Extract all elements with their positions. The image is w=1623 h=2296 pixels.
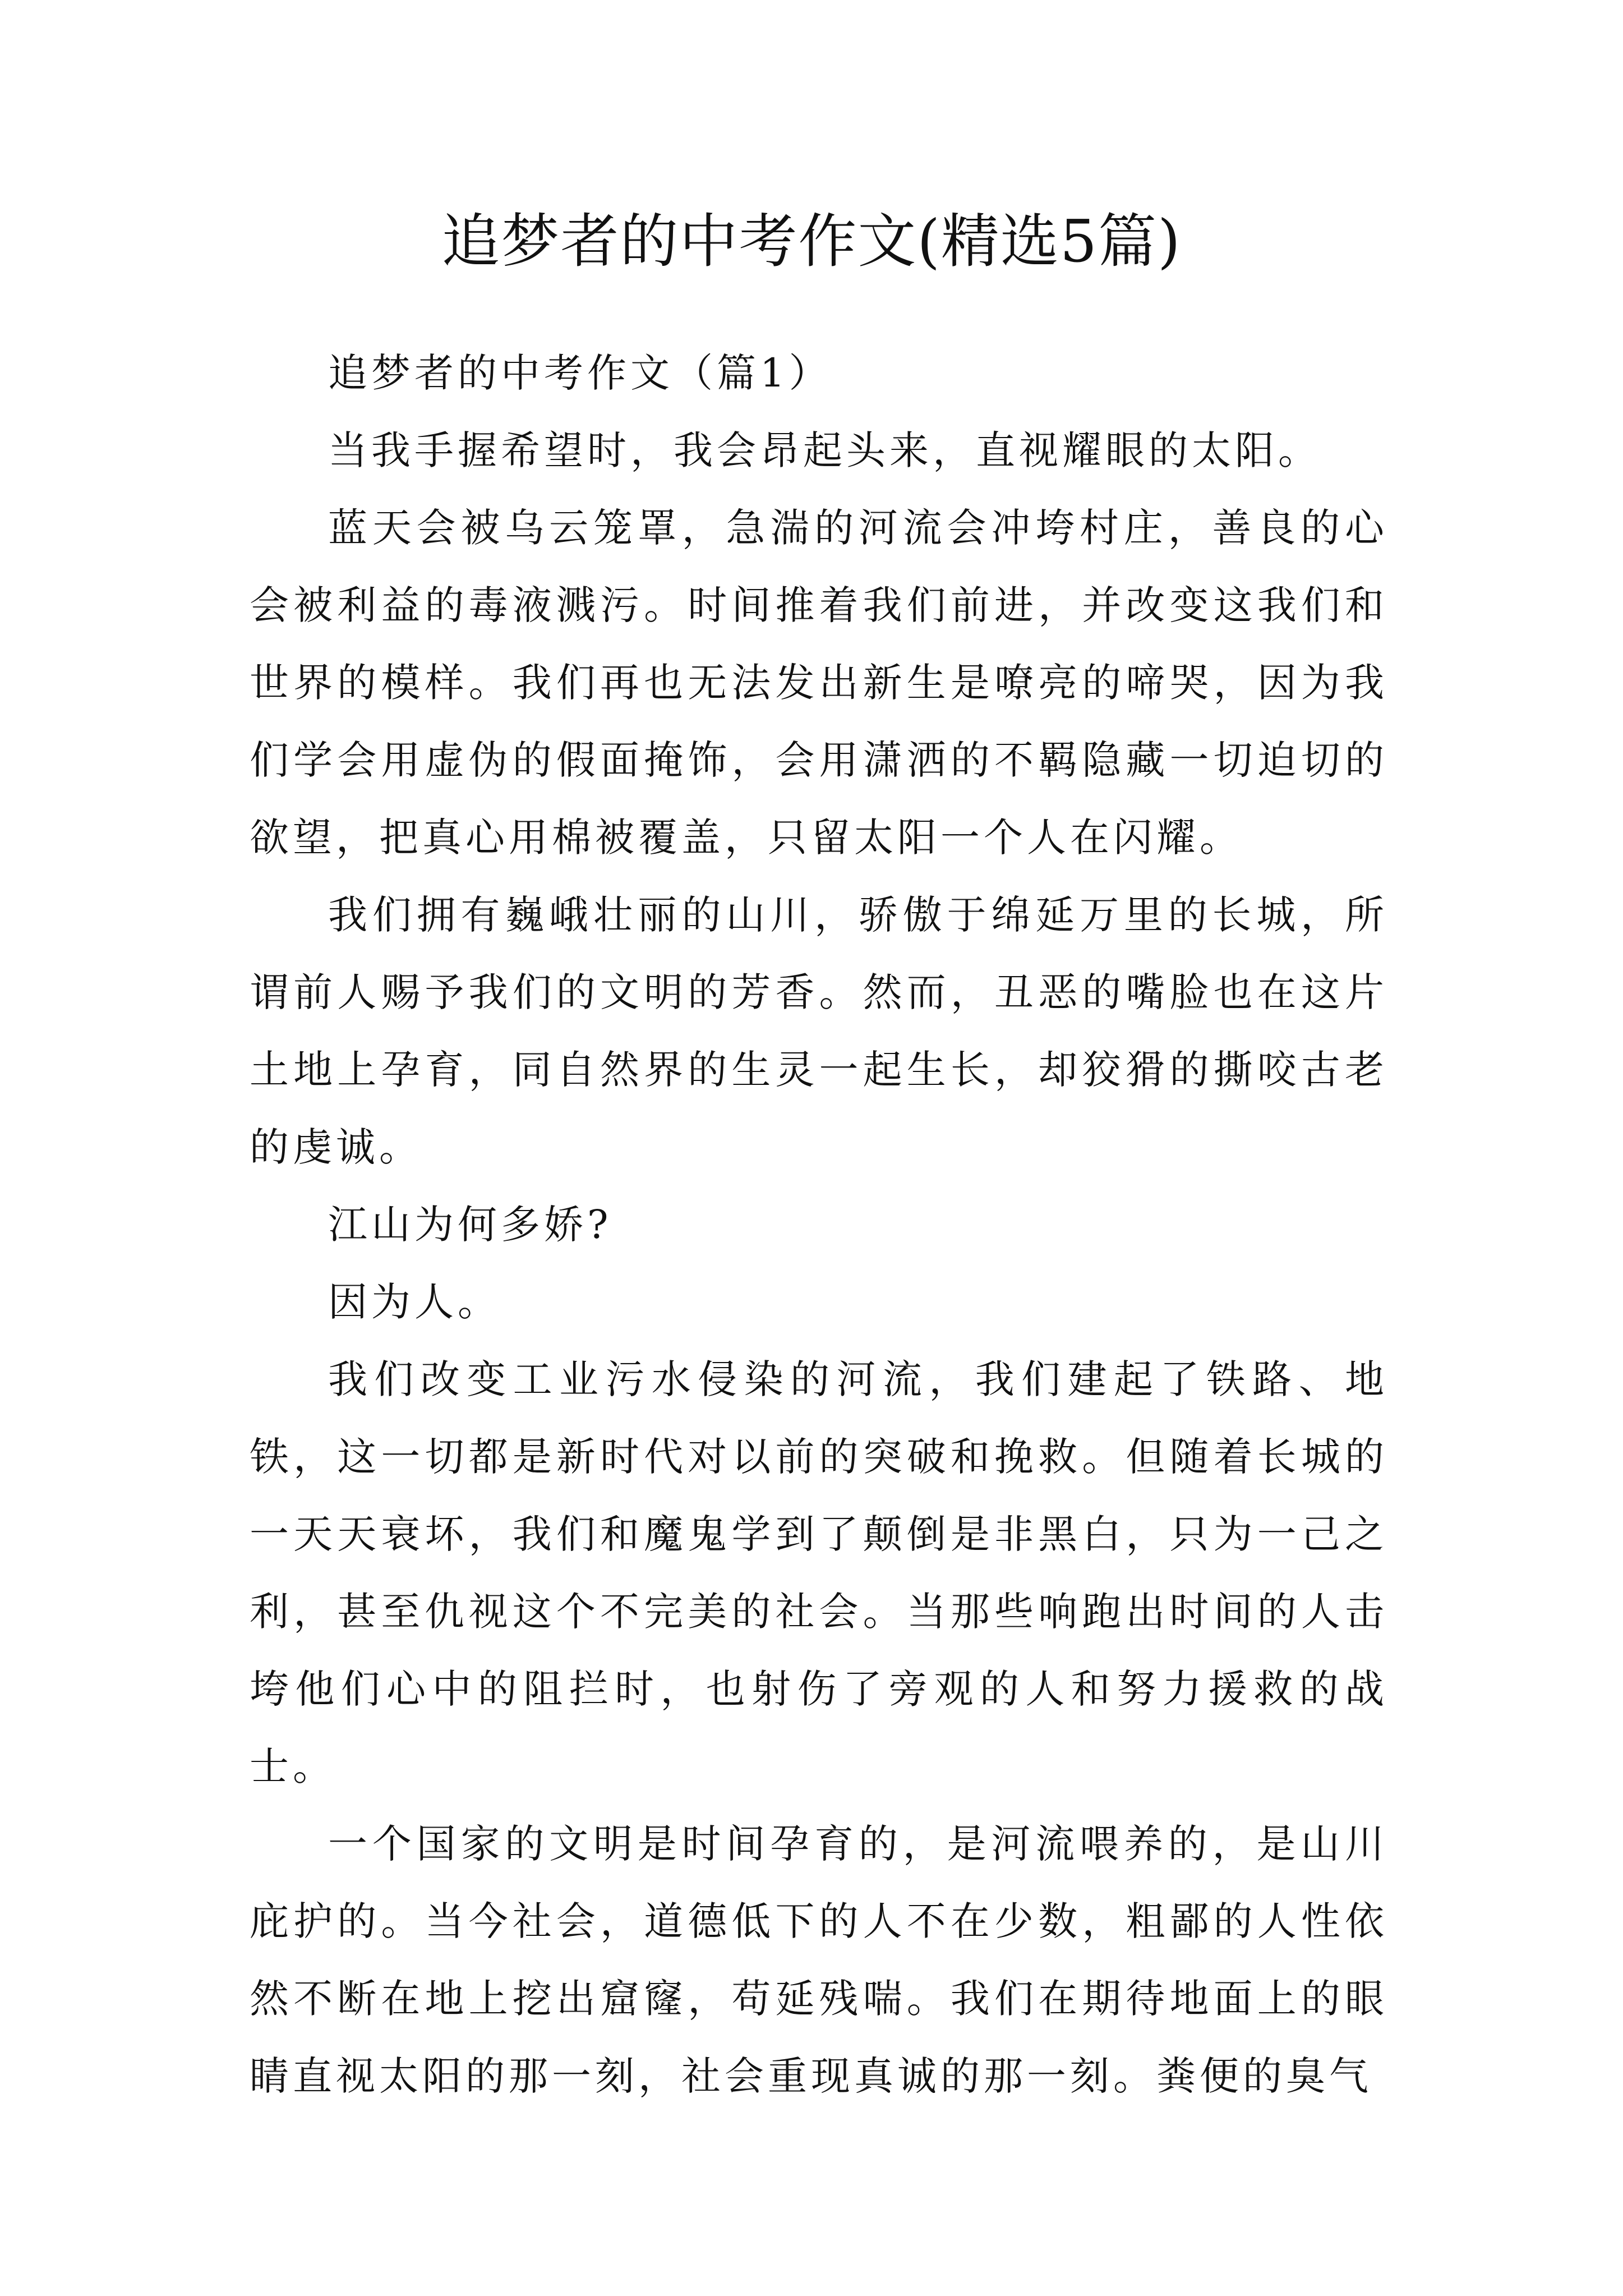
- section-heading: 追梦者的中考作文（篇1）: [328, 350, 832, 396]
- paragraph: 蓝天会被乌云笼罩，急湍的河流会冲垮村庄，善良的心会被利益的毒液溅污。时间推着我们前进，并改变这我们和世界的模样。我们再也无法发出新生是嘹亮的啼哭，因为我们学会用虚伪的假面掩饰，会用潇洒的不羁隐藏一切迫切的欲望，把真心用棉被覆盖，只留太阳一个人在闪耀。: [250, 505, 1388, 861]
- paragraph: 当我手握希望时，我会昂起头来，直视耀眼的太阳。: [328, 427, 1321, 473]
- document-body: [250, 334, 1388, 2115]
- document-title: 追梦者的中考作文(精选5篇): [441, 207, 1182, 275]
- paragraph: 我们拥有巍峨壮丽的山川，骄傲于绵延万里的长城，所谓前人赐予我们的文明的芳香。然而，丑恶的嘴脸也在这片土地上孕育，同自然界的生灵一起生长，却狡猾的撕咬古老的虔诚。: [250, 892, 1388, 1170]
- paragraph: 因为人。: [328, 1279, 501, 1325]
- paragraph: 一个国家的文明是时间孕育的，是河流喂养的，是山川庇护的。当今社会，道德低下的人不在少数，粗鄙的人性依然不断在地上挖出窟窿，苟延残喘。我们在期待地面上的眼睛直视太阳的那一刻，社会重现真诚的那一刻。粪便的臭气: [250, 1821, 1388, 2099]
- paragraph: 我们改变工业污水侵染的河流，我们建起了铁路、地铁，这一切都是新时代对以前的突破和挽救。但随着长城的一天天衰坏，我们和魔鬼学到了颠倒是非黑白，只为一己之利，甚至仇视这个不完美的社会。当那些响跑出时间的人击垮他们心中的阻拦时，也射伤了旁观的人和努力援救的战士。: [250, 1356, 1388, 1789]
- paragraph: 江山为何多娇?: [328, 1202, 612, 1248]
